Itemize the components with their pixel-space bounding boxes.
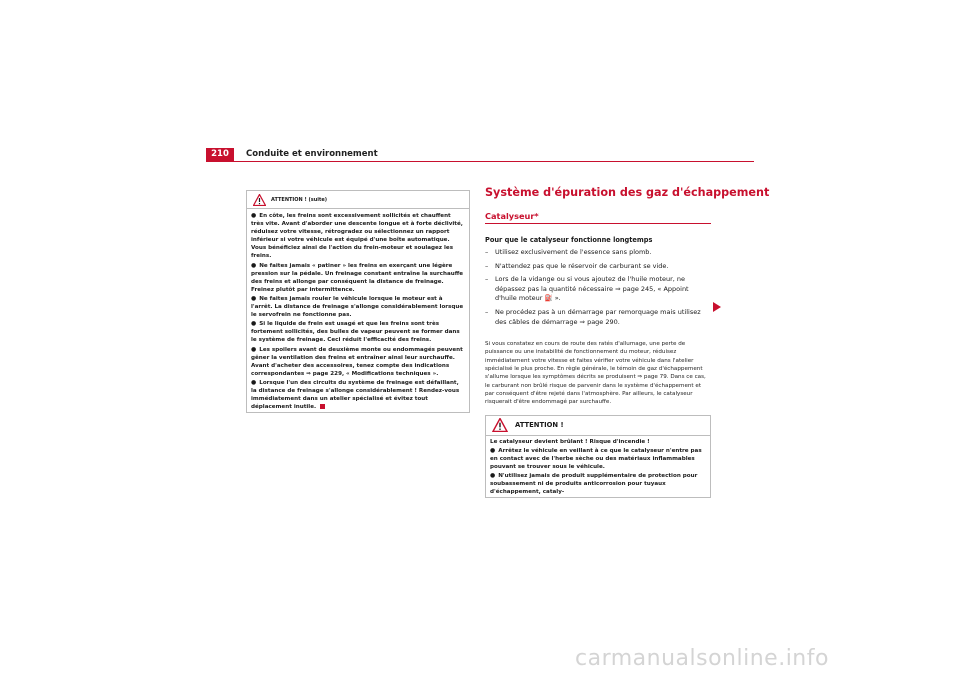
list-item: – Lors de la vidange ou si vous ajoutez de l'huile moteur, ne dépassez pas la quantité nécessaire ⇒ page 245, « Appoint d'huile moteur ⛽ ». bbox=[485, 275, 689, 303]
dash-icon: – bbox=[485, 275, 489, 284]
watermark: carmanualsonline.info bbox=[575, 646, 829, 671]
warning-paragraph: ● Lorsque l'un des circuits du système de freinage est défaillant, la distance de freinage s'allonge considérablement ! Rendez-vous immédiatement dans un atelier spécialisé et évitez tout déplacement inutile. bbox=[251, 378, 460, 411]
bullet-icon: ● bbox=[251, 261, 257, 269]
warning-paragraph: ● Ne faites jamais « patiner » les freins en exerçant une légère pression sur la pédale. Un freinage constant entraîne la surchauffe des freins et allonge par conséquent la distance de freinage. Freinez plutôt par intermittence. bbox=[251, 261, 464, 293]
main-column bbox=[485, 186, 770, 498]
bullet-icon: ● bbox=[490, 471, 496, 479]
attention-paragraph: ● Arrêtez le véhicule en veillant à ce que le catalyseur n'entre pas en contact avec de l'herbe sèche ou des matériaux inflammables pouvant se trouver sous le véhicule. bbox=[490, 446, 702, 470]
end-of-section-icon bbox=[320, 404, 325, 409]
dash-icon: – bbox=[485, 307, 489, 316]
attention-lead: Le catalyseur devient brûlant ! Risque d'incendie ! bbox=[490, 438, 650, 445]
list-item: – Utilisez exclusivement de l'essence sans plomb. bbox=[485, 248, 652, 256]
warning-box-continued bbox=[246, 190, 470, 413]
continue-arrow-icon bbox=[713, 302, 721, 312]
attention-header bbox=[486, 416, 710, 436]
warning-triangle-icon bbox=[253, 194, 266, 206]
list-item: – Ne procédez pas à un démarrage par remorquage mais utilisez des câbles de démarrage ⇒ page 290. bbox=[485, 307, 701, 326]
attention-box bbox=[485, 415, 711, 498]
body-paragraph: Si vous constatez en cours de route des ratés d'allumage, une perte de puissance ou une instabilité de fonctionnement du moteur, réduisez immédiatement votre vitesse et faites vérifier votre véhicule dans l'atelier spécialisé le plus proche. En règle générale, le témoin de gaz d'échappement s'allume lorsque les symptômes décrits se produisent ⇒ page 79. Dans ce cas, le carburant non brûlé risque de parvenir dans le système d'échappement et par conséquent d'être rejeté dans l'atmosphère. Par ailleurs, le catalyseur risquerait d'être endommagé par surchauffe. bbox=[485, 341, 706, 406]
chapter-title: Conduite et environnement bbox=[246, 149, 378, 159]
warning-label: ATTENTION ! (suite) bbox=[271, 196, 328, 203]
bullet-icon: ● bbox=[251, 320, 257, 328]
warning-header bbox=[247, 191, 469, 209]
subsection-title: Catalyseur* bbox=[485, 211, 711, 224]
bullet-icon: ● bbox=[251, 345, 257, 353]
section-title: Système d'épuration des gaz d'échappement bbox=[485, 186, 770, 199]
bullet-icon: ● bbox=[251, 294, 257, 302]
bullet-icon: ● bbox=[251, 378, 257, 386]
dash-icon: – bbox=[485, 261, 489, 270]
task-title: Pour que le catalyseur fonctionne longtemps bbox=[485, 236, 653, 244]
list-item: – N'attendez pas que le réservoir de carburant se vide. bbox=[485, 261, 669, 270]
attention-label: ATTENTION ! bbox=[515, 421, 564, 430]
warning-triangle-icon bbox=[492, 418, 508, 432]
dash-icon: – bbox=[485, 248, 489, 256]
bullet-icon: ● bbox=[251, 212, 257, 219]
page-number: 210 bbox=[206, 148, 234, 161]
warning-paragraph: ● En côte, les freins sont excessivement sollicités et chauffent très vite. Avant d'aborder une descente longue et à forte déclivité, réduisez votre vitesse, rétrogradez ou sélectionnez un rapport inférieur si votre véhicule est équipé d'une boîte automatique. Vous bénéficiez ainsi de l'action du frein-moteur et soulagez les freins. bbox=[251, 212, 463, 260]
header-rule bbox=[206, 161, 754, 162]
warning-paragraph: ● Si le liquide de frein est usagé et que les freins sont très fortement sollicités, des bulles de vapeur peuvent se former dans le système de freinage. Ceci réduit l'efficacité des freins. bbox=[251, 320, 460, 344]
warning-paragraph: ● Les spoilers avant de deuxième monte ou endommagés peuvent gêner la ventilation des freins et entraîner ainsi leur surchauffe. Avant d'acheter des accessoires, tenez compte des indications correspondantes ⇒ page 229, « Modifications techniques ». bbox=[251, 345, 463, 377]
attention-paragraph: ● N'utilisez jamais de produit supplémentaire de protection pour soubassement ni de produits anticorrosion pour tuyaux d'échappement, cataly- bbox=[490, 471, 698, 496]
warning-paragraph: ● Ne faites jamais rouler le véhicule lorsque le moteur est à l'arrêt. La distance de freinage s'allonge considérablement lorsque le servofrein ne fonctionne pas. bbox=[251, 294, 464, 319]
bullet-icon: ● bbox=[490, 446, 496, 454]
